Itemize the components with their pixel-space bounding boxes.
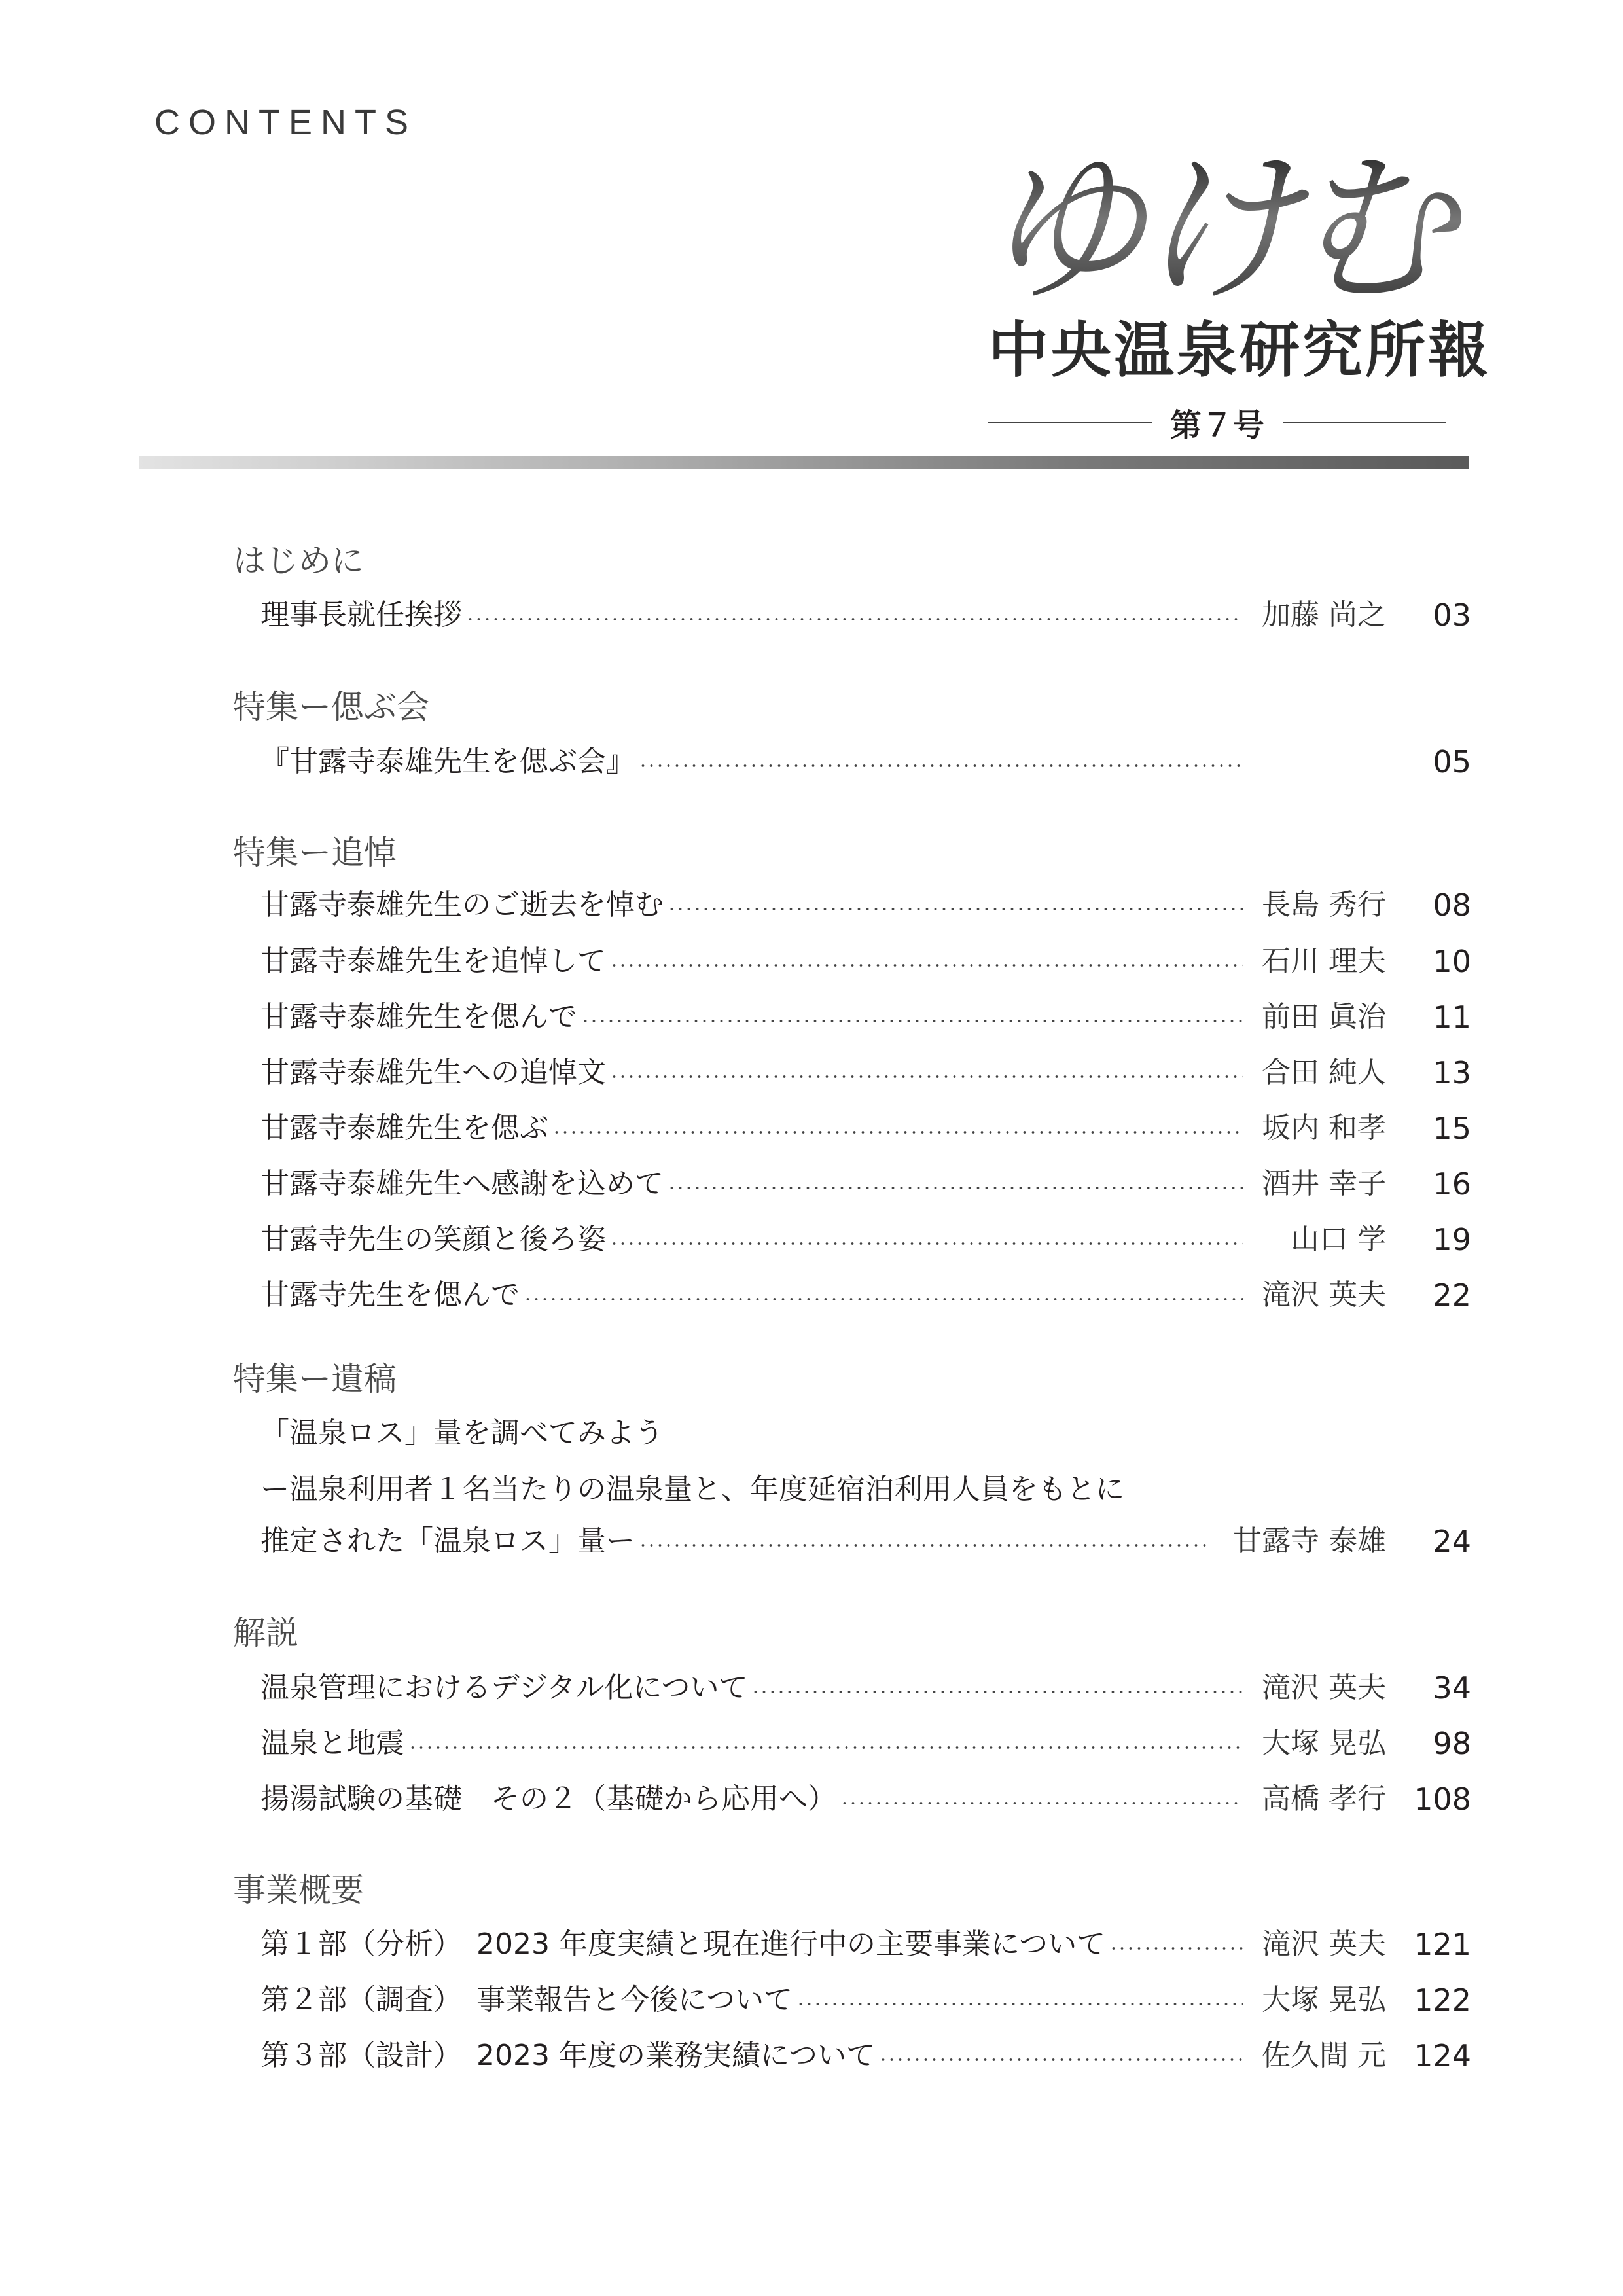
dot-leader [840,1801,1243,1805]
magazine-logo: ゆけむり [982,134,1599,324]
entry-author: 滝沢 英夫 [1262,1671,1386,1704]
entry-author: 佐久間 元 [1262,2039,1386,2072]
section-heading: 特集ー偲ぶ会 [233,688,429,726]
toc-entry[interactable] [260,742,1471,781]
toc-entry[interactable] [260,1276,1471,1315]
entry-title: 甘露寺先生の笑顔と後ろ姿 [260,1223,606,1256]
entry-title: 揚湯試験の基礎 その２（基礎から応用へ） [260,1782,836,1816]
entry-page: 24 [1433,1524,1471,1559]
entry-title: 理事長就任挨拶 [260,598,462,632]
section-heading: 特集ー追悼 [233,834,397,872]
entry-author: 合田 純人 [1262,1056,1386,1089]
entry-page: 10 [1433,944,1471,979]
dot-leader [610,1075,1243,1079]
entry-page: 124 [1414,2038,1471,2073]
entry-page: 122 [1414,1982,1471,2018]
entry-title: 甘露寺泰雄先生のご逝去を悼む [260,888,664,922]
publication-title: 中央温泉研究所報 [988,315,1491,386]
toc-entry[interactable] [260,1522,1471,1561]
entry-page: 11 [1433,999,1471,1035]
entry-title: 第３部（設計） 2023 年度の業務実績について [260,2039,876,2072]
entry-author: 前田 眞治 [1262,1000,1386,1033]
dot-leader [796,2002,1243,2006]
entry-page: 15 [1433,1111,1471,1146]
entry-title: 甘露寺泰雄先生へ感謝を込めて [260,1167,664,1200]
dot-leader [751,1690,1243,1694]
entry-page: 22 [1433,1278,1471,1313]
entry-page: 08 [1433,888,1471,923]
entry-page: 19 [1433,1222,1471,1257]
toc-entry[interactable] [260,997,1471,1037]
entry-page: 03 [1433,598,1471,633]
toc-entry[interactable] [260,1925,1471,1964]
entry-author: 石川 理夫 [1262,944,1386,978]
entry-page: 05 [1433,744,1471,780]
dot-leader [610,1242,1243,1246]
toc-entry[interactable] [260,1724,1471,1763]
dot-leader [581,1019,1243,1023]
entry-page: 108 [1414,1782,1471,1817]
dot-leader [466,617,1243,621]
dot-leader [1109,1946,1243,1950]
toc-entry[interactable] [260,1109,1471,1148]
entry-author: 山口 学 [1291,1223,1386,1256]
toc-entry[interactable] [260,1053,1471,1092]
toc-entry[interactable] [260,1668,1471,1708]
toc-entry[interactable] [260,1164,1471,1204]
entry-title: 甘露寺泰雄先生を偲ぶ [260,1111,548,1145]
entry-author: 酒井 幸子 [1262,1167,1386,1200]
entry-title: 『甘露寺泰雄先生を偲ぶ会』 [260,745,635,778]
section-heading: 解説 [233,1614,298,1652]
entry-title: 甘露寺泰雄先生を偲んで [260,1000,577,1033]
toc-entry[interactable] [260,1780,1471,1819]
entry-title: 第２部（調査） 事業報告と今後について [260,1983,793,2017]
entry-title: 温泉と地震 [260,1727,404,1760]
section-heading: 特集ー遺稿 [233,1360,397,1398]
entry-author: 加藤 尚之 [1262,598,1386,632]
toc-entry[interactable] [260,942,1471,981]
toc-entry[interactable] [260,886,1471,925]
entry-author: 坂内 和孝 [1262,1111,1386,1145]
entry-author: 長島 秀行 [1262,888,1386,922]
entry-title-line[interactable]: 「温泉ロス」量を調べてみよう [260,1416,664,1450]
entry-title: 甘露寺泰雄先生を追悼して [260,944,606,978]
entry-title: 甘露寺泰雄先生への追悼文 [260,1056,606,1089]
issue-number: 第７号 [1170,406,1265,444]
section-heading: はじめに [233,542,364,580]
entry-title: 温泉管理におけるデジタル化について [260,1671,748,1704]
dot-leader [879,2058,1243,2062]
entry-author: 滝沢 英夫 [1262,1928,1386,1961]
entry-title: 推定された「温泉ロス」量ー [260,1524,635,1558]
entry-page: 34 [1433,1670,1471,1706]
toc-entry[interactable] [260,596,1471,635]
dot-leader [668,907,1243,911]
entry-page: 16 [1433,1166,1471,1202]
entry-title: 甘露寺先生を偲んで [260,1278,520,1312]
toc-entry[interactable] [260,1981,1471,2020]
entry-page: 98 [1433,1726,1471,1761]
entry-author: 大塚 晃弘 [1262,1727,1386,1760]
section-heading: 事業概要 [233,1871,364,1909]
entry-title: 第１部（分析） 2023 年度実績と現在進行中の主要事業について [260,1928,1106,1961]
dot-leader [524,1297,1243,1301]
entry-page: 121 [1414,1927,1471,1962]
dot-leader [668,1186,1243,1190]
entry-subtitle-line: ー温泉利用者１名当たりの温泉量と、年度延宿泊利用人員をもとに [260,1473,1124,1506]
dot-leader [552,1130,1243,1134]
dot-leader [408,1746,1243,1749]
entry-author: 甘露寺 泰雄 [1233,1524,1386,1558]
entry-page: 13 [1433,1055,1471,1090]
entry-author: 高橋 孝行 [1262,1782,1386,1816]
entry-author: 大塚 晃弘 [1262,1983,1386,2017]
contents-label: CONTENTS [154,103,417,142]
dot-leader [610,963,1243,967]
toc-entry[interactable] [260,1220,1471,1259]
entry-author: 滝沢 英夫 [1262,1278,1386,1312]
toc-entry[interactable] [260,2036,1471,2075]
dot-leader [639,1543,1211,1547]
dot-leader [639,764,1243,768]
